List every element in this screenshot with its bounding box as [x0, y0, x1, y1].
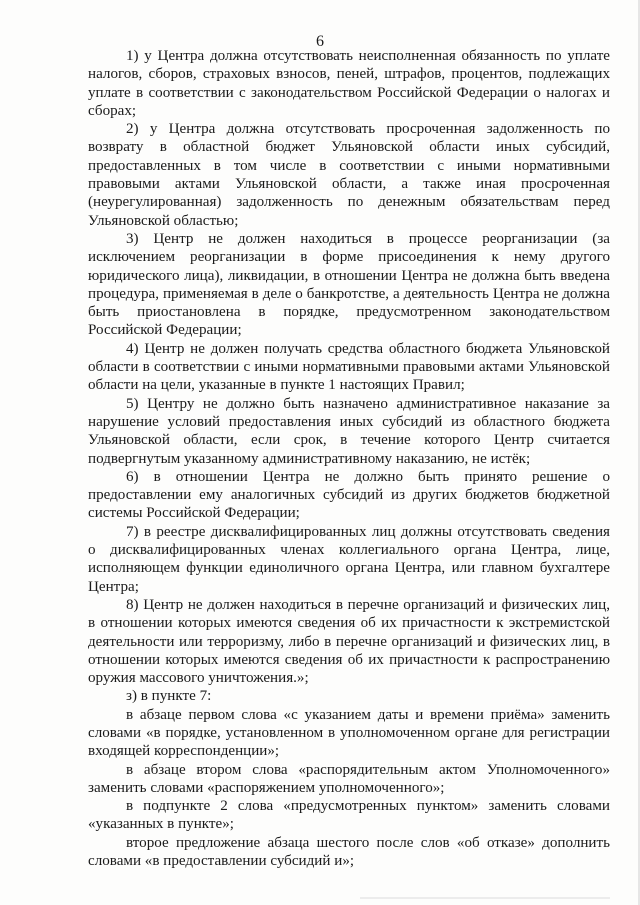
page-number: 6	[316, 33, 324, 50]
paragraph-item-7: 7) в реестре дисквалифицированных лиц должны отсутствовать сведения о дисквалифицированных членах коллегиального органа Центра, лице, исполняющем функции единоличного органа Центра, или главном бухгалтере Центра;	[88, 523, 610, 595]
amendment-paragraph-1: в абзаце первом слова «с указанием даты и времени приёма» заменить словами «в порядке, установленном в уполномоченном органе для регистрации входящей корреспонденции»;	[88, 706, 610, 760]
paragraph-item-4: 4) Центр не должен получать средства областного бюджета Ульяновской области в соответствии с иными нормативными правовыми актами Ульяновской области на цели, указанные в пункте 1 настоящих Правил;	[88, 340, 610, 394]
amendment-paragraph-2: в абзаце втором слова «распорядительным актом Уполномоченного» заменить словами «распоряжением уполномоченного»;	[88, 761, 610, 796]
paragraph-item-3: 3) Центр не должен находиться в процессе реорганизации (за исключением реорганизации в форме присоединения к нему другого юридического лица), ликвидации, в отношении Центра не должна быть введена процедура, применяемая в деле о банкротстве, а деятельность Центра не должна быть приостановлена в порядке, предусмотренном законодательством Российской Федерации;	[88, 230, 610, 339]
paragraph-item-8: 8) Центр не должен находиться в перечне организаций и физических лиц, в отношении которых имеются сведения об их причастности к экстремистской деятельности или терроризму, либо в перечне организаций и физических лиц, в отношении которых имеются сведения об их причастности к распространению оружия массового уничтожения.»;	[88, 596, 610, 687]
scan-bottom-artifact	[360, 897, 610, 899]
amendment-paragraph-4: второе предложение абзаца шестого после слов «об отказе» дополнить словами «в предоставлении субсидий и»;	[88, 834, 610, 870]
subclause-z-heading: з) в пункте 7:	[126, 688, 212, 705]
amendment-paragraph-3: в подпункте 2 слова «предусмотренных пунктом» заменить словами «указанных в пункте»;	[88, 798, 610, 833]
document-body	[88, 47, 610, 870]
paragraph-item-2: 2) у Центра должна отсутствовать просроченная задолженность по возврату в областной бюджет Ульяновской области иных субсидий, предоставленных в том числе в соответствии с иными нормативными правовыми актами Ульяновской области, а также иная просроченная (неурегулированная) задолженность по денежным обязательствам перед Ульяновской областью;	[88, 121, 610, 229]
paragraph-item-5: 5) Центру не должно быть назначено административное наказание за нарушение условий предоставления иных субсидий из областного бюджета Ульяновской области, если срок, в течение которого Центр считается подвергнутым указанному административному наказанию, не истёк;	[88, 395, 610, 467]
paragraph-item-1: 1) у Центра должна отсутствовать неисполненная обязанность по уплате налогов, сборов, страховых взносов, пеней, штрафов, процентов, подлежащих уплате в соответствии с законодательством Российской Федерации о налогах и сборах;	[88, 48, 610, 119]
paragraph-item-6: 6) в отношении Центра не должно быть принято решение о предоставлении ему аналогичных субсидий из других бюджетов бюджетной системы Российской Федерации;	[88, 468, 610, 522]
